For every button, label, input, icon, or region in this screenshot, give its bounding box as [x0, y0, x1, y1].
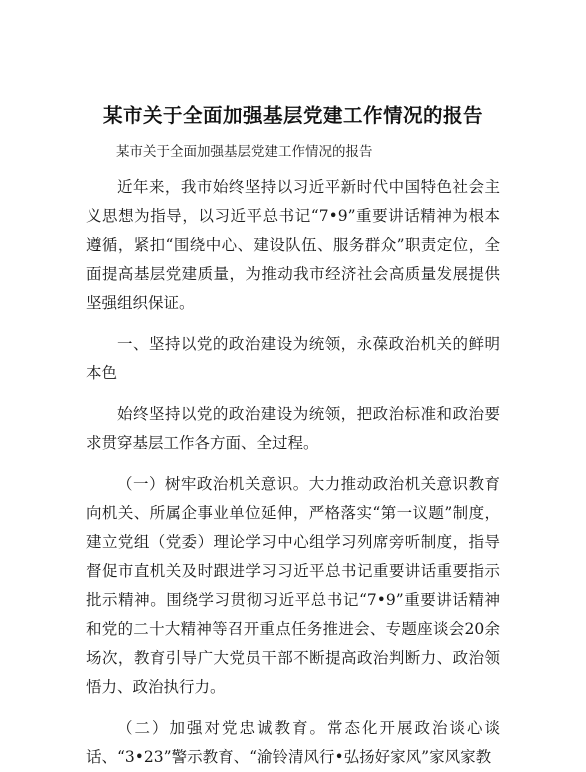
- paragraph-section-1-summary: 始终坚持以党的政治建设为统领，把政治标准和政治要求贯穿基层工作各方面、全过程。: [86, 405, 500, 452]
- document-title: 某市关于全面加强基层党建工作情况的报告: [102, 104, 483, 127]
- paragraph-intro: 近年来，我市始终坚持以习近平新时代中国特色社会主义思想为指导，以习近平总书记“7•9”重要讲话精神为根本遵循，紧扣“围绕中心、建设队伍、服务群众”职责定位，全面提高基层党建质量，为推动我市经济社会高质量发展提供坚强组织保证。: [86, 178, 500, 312]
- document-subtitle: 某市关于全面加强基层党建工作情况的报告: [116, 144, 373, 160]
- section-heading-1: 一、坚持以党的政治建设为统领，永葆政治机关的鲜明本色: [86, 335, 500, 382]
- paragraph-subsection-1: （一）树牢政治机关意识。大力推动政治机关意识教育向机关、所属企事业单位延伸，严格落实“第一议题”制度，建立党组（党委）理论学习中心组学习列席旁听制度，指导督促市直机关及时跟进学习习近平总书记重要讲话重要指示批示精神。围绕学习贯彻习近平总书记“7•9”重要讲话精神和党的二十大精神等召开重点任务推进会、专题座谈会20余场次，教育引导广大党员干部不断提高政治判断力、政治领悟力、政治执行力。: [86, 475, 500, 696]
- paragraph-subsection-2: （二）加强对党忠诚教育。常态化开展政治谈心谈话、“3•23”警示教育、“渝铃清风行•弘扬好家风”家风家教: [86, 719, 500, 766]
